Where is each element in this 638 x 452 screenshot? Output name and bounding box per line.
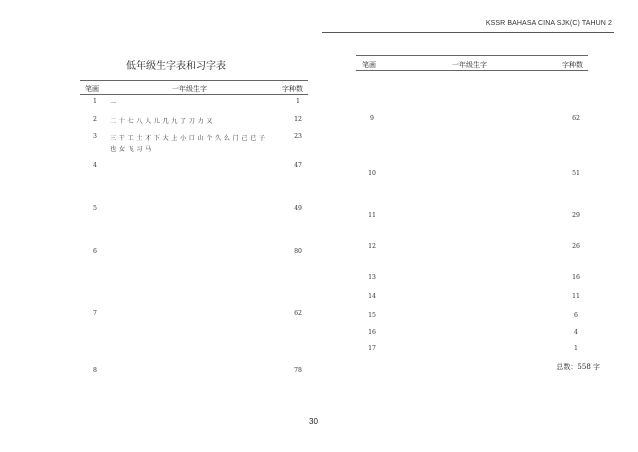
row-count: 29 — [572, 212, 580, 219]
row-number: 11 — [368, 212, 376, 219]
left-col-chars: 一年级生字 — [172, 85, 207, 93]
row-number: 16 — [368, 329, 376, 336]
row-number: 9 — [370, 115, 374, 122]
row-count: 78 — [294, 367, 302, 374]
right-col-number: 笔画 — [362, 61, 376, 69]
page-title: 低年级生字表和习字表 — [126, 61, 226, 72]
row-count: 16 — [572, 274, 580, 281]
row-number: 8 — [93, 367, 97, 374]
right-rule-head — [356, 70, 588, 71]
row-count: 47 — [294, 162, 302, 169]
row-number: 15 — [368, 312, 376, 319]
row-count: 62 — [294, 310, 302, 317]
row-count: 23 — [294, 133, 302, 140]
row-count: 26 — [572, 243, 580, 250]
row-count: 1 — [296, 98, 300, 105]
page-number: 30 — [309, 417, 318, 426]
right-rule-top — [356, 55, 588, 56]
row-chars: 三 干 工 土 才 下 大 上 小 口 山 个 久 么 门 己 已 子 也 女 飞 习 马 — [110, 135, 266, 153]
row-number: 13 — [368, 274, 376, 281]
header-text: KSSR BAHASA CINA SJK(C) TAHUN 2 — [485, 20, 612, 27]
row-number: 5 — [93, 205, 97, 212]
row-chars: 二 十 七 八 人 儿 几 九 了 刀 力 又 — [110, 118, 213, 125]
row-number: 14 — [368, 293, 376, 300]
row-number: 3 — [93, 133, 97, 140]
row-number: 1 — [93, 98, 97, 105]
row-count: 62 — [572, 115, 580, 122]
left-col-number: 笔画 — [85, 85, 99, 93]
header-rule — [322, 32, 614, 33]
row-count: 11 — [572, 293, 580, 300]
row-number: 7 — [93, 310, 97, 317]
row-chars: 一 — [110, 100, 117, 107]
row-count: 80 — [294, 248, 302, 255]
row-count: 1 — [574, 345, 578, 352]
left-col-count: 字种数 — [282, 85, 303, 93]
row-number: 10 — [368, 170, 376, 177]
row-count: 4 — [574, 329, 578, 336]
left-rule-head — [80, 94, 308, 95]
row-number: 2 — [93, 116, 97, 123]
row-number: 17 — [368, 345, 376, 352]
row-count: 51 — [572, 170, 580, 177]
row-count: 12 — [294, 116, 302, 123]
row-count: 49 — [294, 205, 302, 212]
row-count: 6 — [574, 312, 578, 319]
right-col-chars: 一年级生字 — [452, 61, 487, 69]
right-col-count: 字种数 — [562, 61, 583, 69]
row-number: 4 — [93, 162, 97, 169]
row-number: 12 — [368, 243, 376, 250]
left-rule-top — [80, 80, 308, 81]
total-count: 总数：558 字 — [556, 363, 600, 371]
row-number: 6 — [93, 248, 97, 255]
